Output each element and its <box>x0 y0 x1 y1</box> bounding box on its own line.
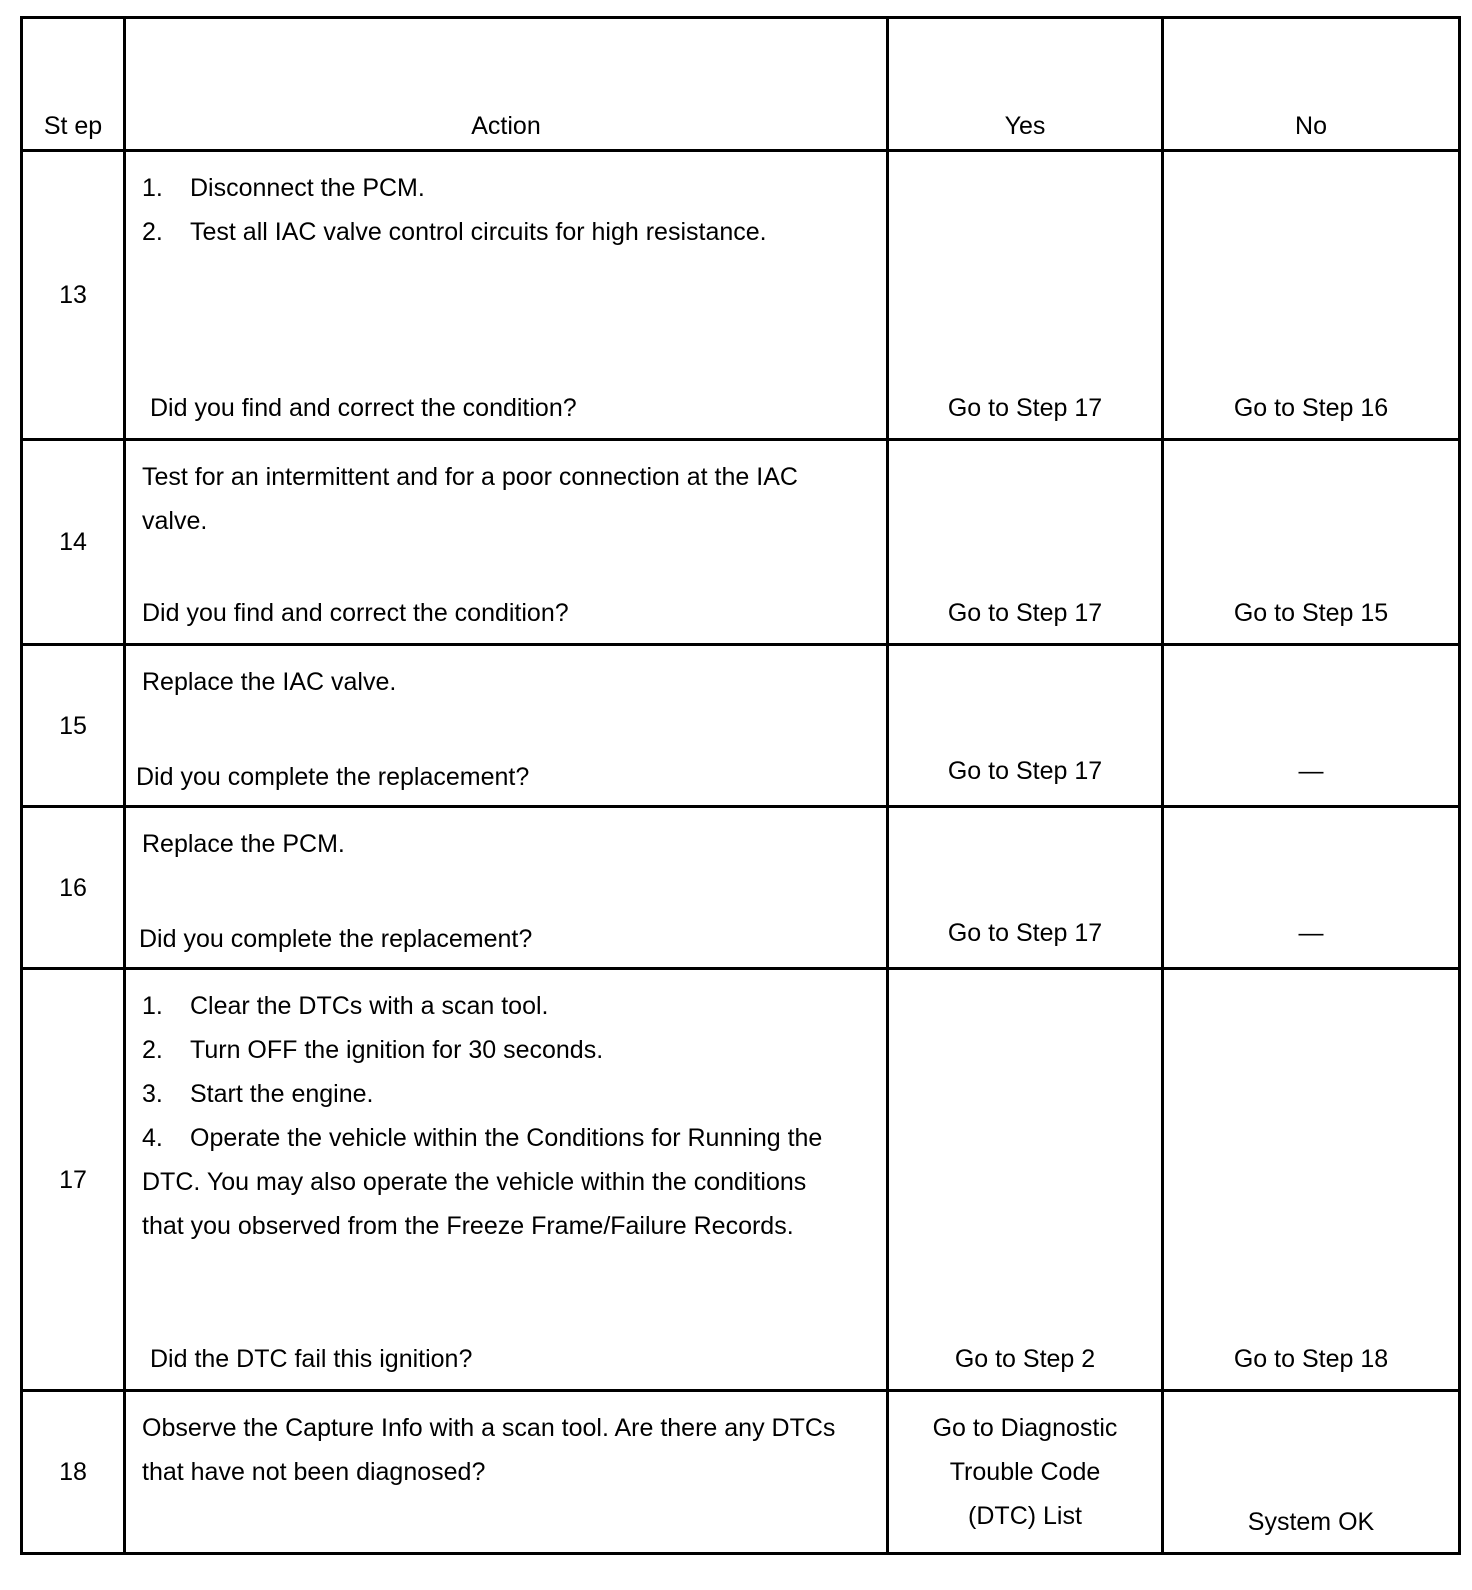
table-row-step-15 <box>22 645 1460 807</box>
no-result: — <box>1298 919 1324 947</box>
list-item: 1. Clear the DTCs with a scan tool. <box>142 992 549 1020</box>
list-item: 2. Test all IAC valve control circuits for high resistance. <box>142 218 767 246</box>
step-number: 18 <box>59 1458 87 1486</box>
no-result: — <box>1298 757 1324 785</box>
yes-cell <box>888 969 1163 1391</box>
no-column-header <box>1163 18 1460 151</box>
yes-result: Go to Step 17 <box>947 757 1103 785</box>
yes-result: Go to Step 17 <box>947 919 1103 947</box>
action-steps-list <box>142 984 846 1248</box>
list-item: 2. Turn OFF the ignition for 30 seconds. <box>142 1036 604 1064</box>
diagnostic-table <box>20 16 1461 1555</box>
step-number: 15 <box>59 711 87 740</box>
action-cell <box>125 807 888 969</box>
table-row-step-18 <box>22 1391 1460 1554</box>
no-cell <box>1163 969 1460 1391</box>
step-cell <box>22 440 125 645</box>
action-header-label: Action <box>471 112 541 140</box>
action-text: Observe the Capture Info with a scan tool. Are there any DTCs that have not been diagnosed? <box>142 1414 836 1486</box>
action-text: Replace the PCM. <box>142 830 345 858</box>
step-cell <box>22 1391 125 1554</box>
yes-cell <box>888 151 1163 440</box>
yes-cell <box>888 645 1163 807</box>
no-result: Go to Step 16 <box>1233 394 1389 422</box>
action-question: Did you find and correct the condition? <box>150 394 577 422</box>
no-cell <box>1163 807 1460 969</box>
action-question: Did you complete the replacement? <box>139 925 533 953</box>
step-cell <box>22 645 125 807</box>
yes-result: Go to Step 17 <box>947 599 1103 627</box>
action-column-header <box>125 18 888 151</box>
list-item: 1. Disconnect the PCM. <box>142 174 425 202</box>
no-result: System OK <box>1247 1508 1375 1536</box>
step-number: 16 <box>59 873 87 902</box>
yes-cell <box>888 1391 1163 1554</box>
no-cell <box>1163 1391 1460 1554</box>
action-cell <box>125 1391 888 1554</box>
action-text: Replace the IAC valve. <box>142 668 397 696</box>
step-column-header <box>22 18 125 151</box>
list-item: 3. Start the engine. <box>142 1080 374 1108</box>
yes-cell <box>888 440 1163 645</box>
step-number: 13 <box>59 281 87 309</box>
table-row-step-14 <box>22 440 1460 645</box>
table-row-step-13 <box>22 151 1460 440</box>
action-question: Did you complete the replacement? <box>136 763 530 791</box>
action-cell <box>125 151 888 440</box>
action-steps-list <box>142 166 874 254</box>
action-cell <box>125 969 888 1391</box>
step-number: 17 <box>59 1165 87 1194</box>
action-question: Did the DTC fail this ignition? <box>150 1345 473 1373</box>
yes-header-label: Yes <box>1004 112 1046 140</box>
diagnostic-table-sheet <box>20 16 1458 1555</box>
yes-result: Go to Diagnostic Trouble Code (DTC) List <box>932 1414 1118 1530</box>
yes-column-header <box>888 18 1163 151</box>
step-header-label: St ep <box>43 112 103 140</box>
table-row-step-17 <box>22 969 1460 1391</box>
no-cell <box>1163 440 1460 645</box>
header-row <box>22 18 1460 151</box>
no-header-label: No <box>1295 112 1327 140</box>
action-question: Did you find and correct the condition? <box>142 599 569 627</box>
no-cell <box>1163 151 1460 440</box>
action-cell <box>125 645 888 807</box>
yes-result: Go to Step 2 <box>954 1345 1096 1373</box>
no-cell <box>1163 645 1460 807</box>
step-cell <box>22 807 125 969</box>
step-number: 14 <box>59 528 87 556</box>
no-result: Go to Step 18 <box>1233 1345 1389 1373</box>
yes-result: Go to Step 17 <box>947 394 1103 422</box>
no-result: Go to Step 15 <box>1233 599 1389 627</box>
step-cell <box>22 969 125 1391</box>
list-item: 4. Operate the vehicle within the Conditions for Running the DTC. You may also operate the vehicle within the conditions that you observed from the Freeze Frame/Failure Records. <box>142 1124 823 1240</box>
action-text: Test for an intermittent and for a poor connection at the IAC valve. <box>142 463 798 535</box>
step-cell <box>22 151 125 440</box>
table-row-step-16 <box>22 807 1460 969</box>
action-cell <box>125 440 888 645</box>
yes-cell <box>888 807 1163 969</box>
